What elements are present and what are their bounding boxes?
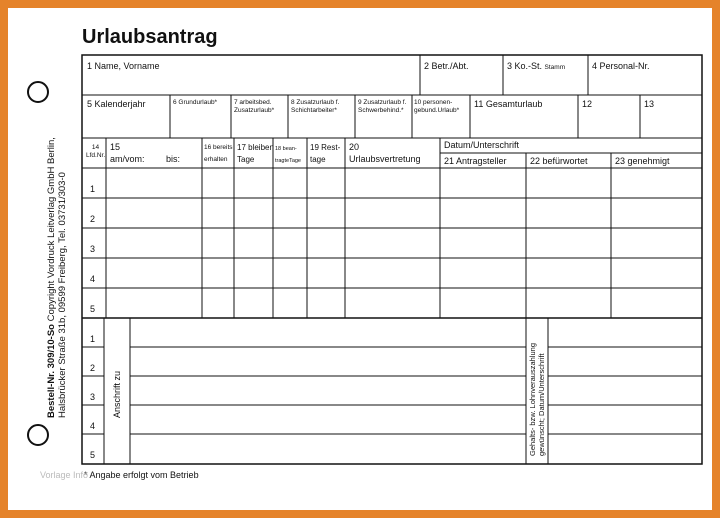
col-remaining-days-line1: 17 bleiben: [237, 143, 274, 152]
col-from-number: 15: [110, 142, 121, 152]
col-substitute-number: 20: [349, 142, 360, 152]
row-number: 1: [90, 184, 96, 194]
field-cost-center[interactable]: [507, 61, 565, 72]
salary-advance-line2: gewünscht; Datum/Unterschrift: [537, 353, 546, 456]
field-department[interactable]: 2 Betr./Abt.: [424, 61, 469, 71]
row-number: 3: [90, 244, 96, 254]
row-number: 1: [90, 334, 96, 344]
field-12[interactable]: 12: [582, 99, 593, 109]
field-13[interactable]: 13: [644, 99, 655, 109]
salary-advance-line1: Gehalts- bzw. Lohnverauszahlung: [528, 343, 537, 456]
field-total-leave[interactable]: 11 Gesamturlaub: [474, 99, 543, 109]
row-number: 2: [90, 363, 96, 373]
col-from: am/vom:: [110, 154, 145, 164]
row-number: 5: [90, 304, 96, 314]
col-remaining-days-line2: Tage: [237, 155, 255, 164]
field-calendar-year[interactable]: 5 Kalenderjahr: [87, 99, 146, 109]
field-work-related-leave-line1: 7 arbeitsbed.: [234, 99, 272, 106]
col-already-received-line2: erhalten: [204, 156, 228, 163]
row-number: 3: [90, 392, 96, 402]
col-approved: 23 genehmigt: [615, 156, 670, 166]
row-number: 2: [90, 214, 96, 224]
col-substitute: Urlaubsvertretung: [349, 154, 421, 164]
field-shift-leave[interactable]: [291, 99, 339, 115]
col-requested-days-line2: tragteTage: [275, 158, 301, 164]
row-number: 5: [90, 450, 96, 460]
field-personnel-number[interactable]: 4 Personal-Nr.: [592, 61, 650, 71]
address-label: Anschrift zu: [112, 370, 122, 418]
publisher-address: Halsbrücker Straße 31b, 09599 Freiberg, Tel. 03731/303-0: [57, 172, 68, 418]
col-rest-days: [310, 143, 340, 165]
field-base-leave[interactable]: 6 Grundurlaub*: [173, 99, 218, 106]
col-applicant: 21 Antragsteller: [444, 156, 507, 166]
field-shift-leave-line2: Schichtarbeiter*: [291, 107, 337, 114]
field-name[interactable]: 1 Name, Vorname: [87, 61, 160, 71]
col-requested-days: [275, 145, 301, 165]
watermark: Vorlage Info: [40, 470, 89, 480]
col-recommended: 22 befürwortet: [530, 156, 588, 166]
col-rest-days-line1: 19 Rest-: [310, 143, 341, 152]
col-already-received-line1: 16 bereits: [204, 144, 233, 151]
field-personal-leave-line2: gebund.Urlaub*: [414, 107, 460, 114]
order-number: Bestell-Nr. 309/10-So: [46, 324, 57, 418]
col-date-signature: Datum/Unterschrift: [444, 140, 520, 150]
footnote: * Angabe erfolgt vom Betrieb: [84, 470, 199, 480]
field-personal-leave[interactable]: [414, 99, 459, 115]
col-rest-days-line2: tage: [310, 155, 326, 164]
field-work-related-leave-line2: Zusatzurlaub*: [234, 107, 275, 114]
col-remaining-days: [237, 143, 274, 165]
row-number: 4: [90, 274, 96, 284]
field-disability-leave[interactable]: [358, 99, 406, 115]
col-running-number-line1: 14: [91, 144, 100, 151]
field-cost-center-label: 3 Ko.-St.: [507, 61, 543, 71]
field-disability-leave-line1: 9 Zusatzurlaub f.: [358, 99, 407, 106]
col-running-number: [86, 144, 105, 160]
col-requested-days-line1: 18 bean-: [275, 146, 297, 152]
field-work-related-leave[interactable]: [234, 99, 274, 115]
field-cost-center-sub: Stamm: [544, 64, 566, 71]
col-to: bis:: [166, 154, 181, 164]
salary-advance-label: [528, 343, 546, 456]
form-title: Urlaubsantrag: [82, 26, 218, 48]
col-running-number-line2: Lfd.Nr.: [86, 152, 106, 159]
copyright-text: Copyright Vordruck Leitverlag GmbH Berlin,: [46, 137, 57, 322]
field-shift-leave-line1: 8 Zusatzurlaub f.: [291, 99, 340, 106]
field-disability-leave-line2: Schwerbehind.*: [358, 107, 404, 114]
row-number: 4: [90, 421, 96, 431]
col-already-received: [204, 144, 233, 164]
field-personal-leave-line1: 10 personen-: [414, 99, 453, 106]
